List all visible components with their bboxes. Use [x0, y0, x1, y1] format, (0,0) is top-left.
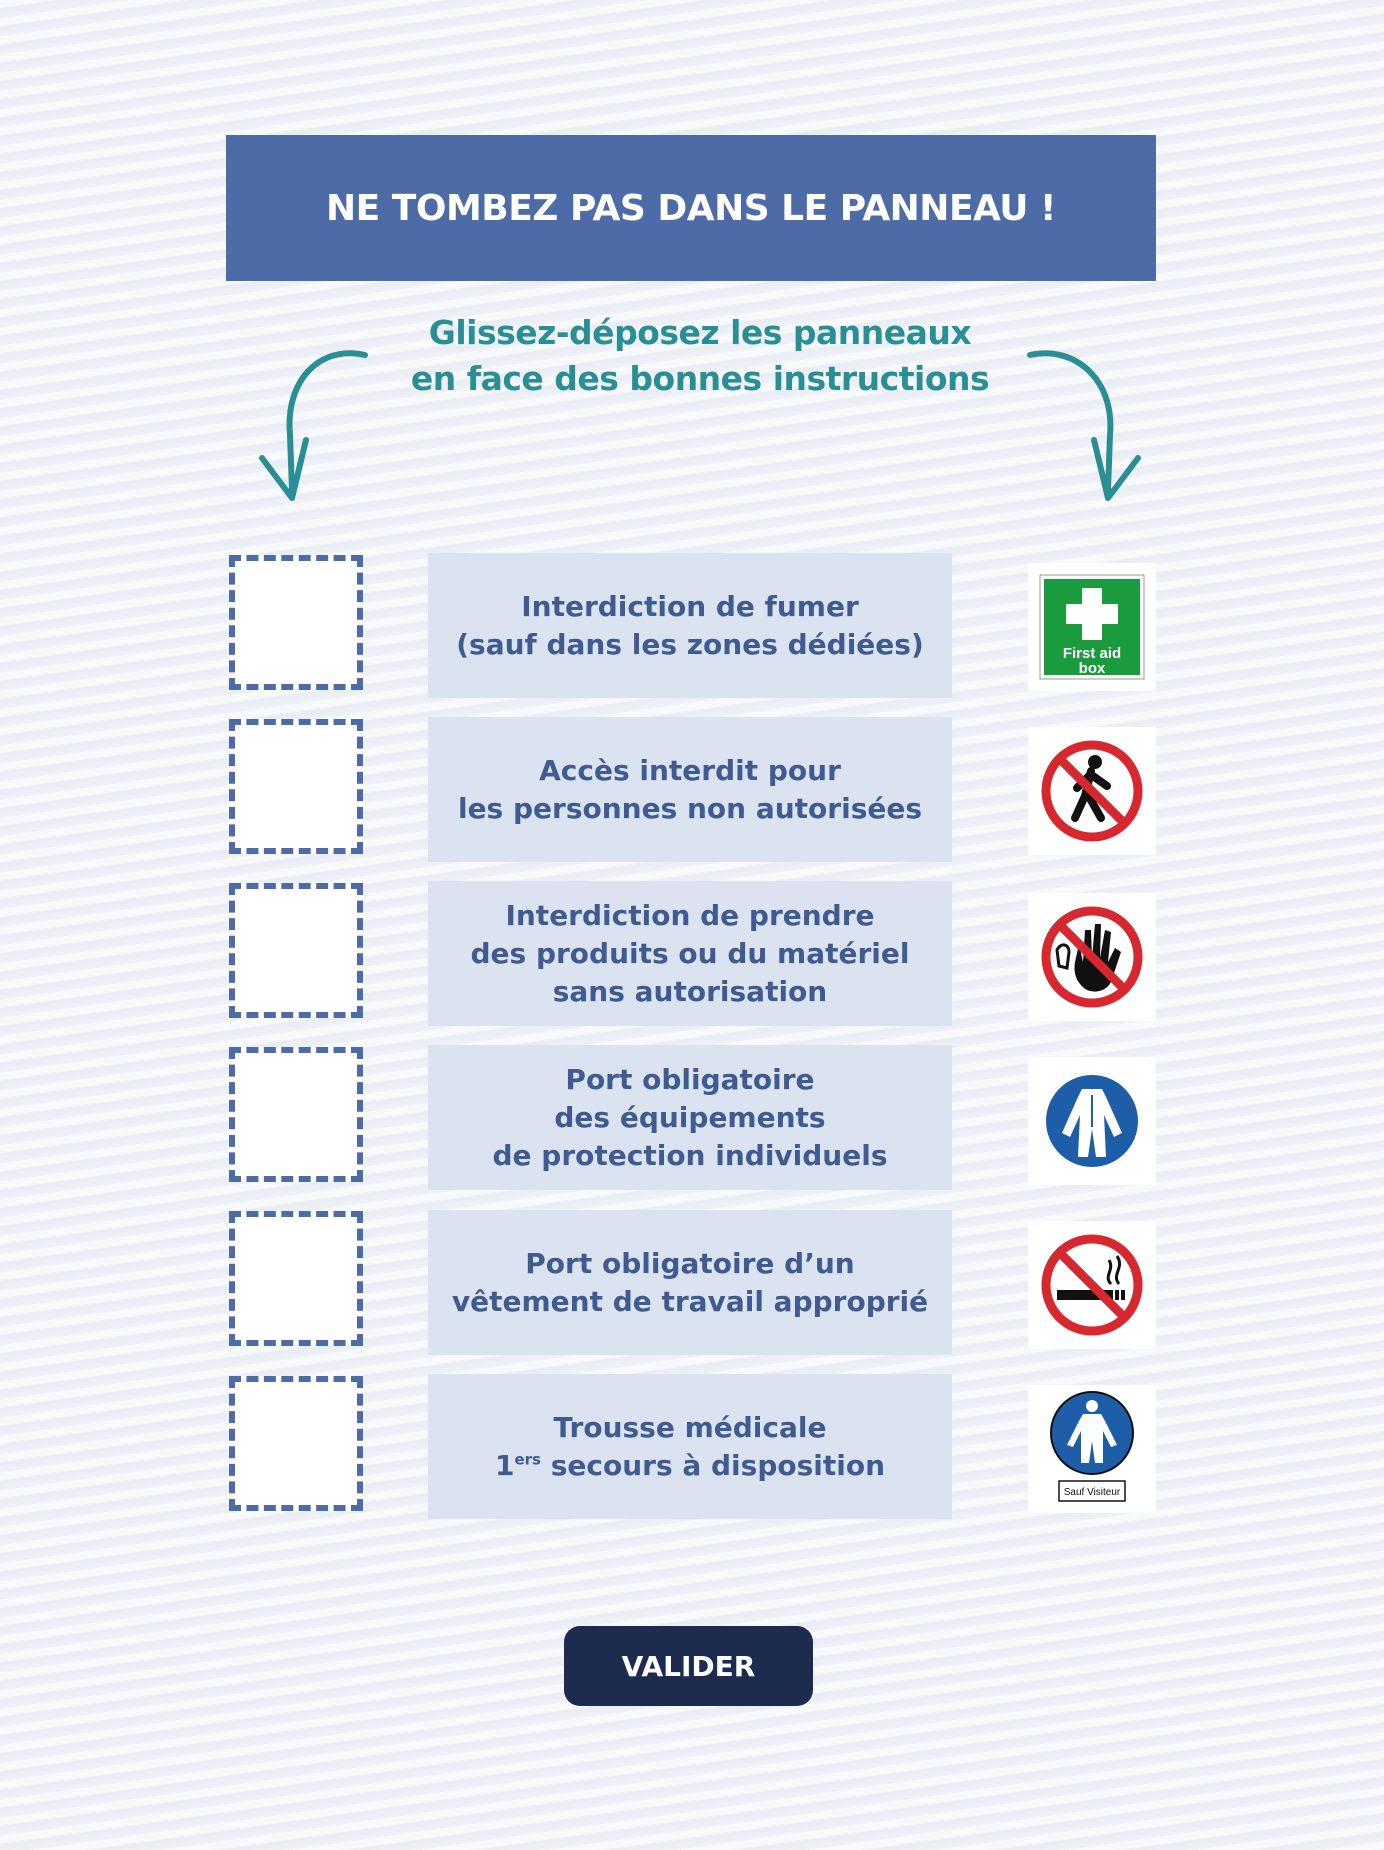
validate-button[interactable]: VALIDER	[564, 1626, 813, 1706]
instruction-text: sans autorisation	[552, 974, 828, 1008]
curved-arrow-left-icon	[250, 340, 380, 510]
instruction-text	[495, 1447, 885, 1485]
sign-card-visitor-suit[interactable]	[1028, 1385, 1156, 1513]
instruction-text: (sauf dans les zones dédiées)	[456, 627, 924, 661]
page-title: NE TOMBEZ PAS DANS LE PANNEAU !	[326, 187, 1056, 229]
instruction-card	[428, 717, 952, 862]
instruction-text: Interdiction de prendre	[505, 898, 875, 932]
prompt-line-1: Glissez-déposez les panneaux	[428, 313, 972, 352]
instructions-prompt	[340, 310, 1060, 402]
sign-card-protective-suit[interactable]	[1028, 1057, 1156, 1185]
sign-card-no-smoking[interactable]	[1028, 1221, 1156, 1349]
first-aid-text-1: First aid	[1062, 645, 1122, 662]
curved-arrow-right-icon	[1020, 340, 1150, 510]
drop-zone-6[interactable]	[229, 1376, 363, 1511]
instruction-text: des produits ou du matériel	[470, 936, 910, 970]
no-touching-hand-icon	[1039, 904, 1145, 1010]
instruction-text: Interdiction de fumer	[521, 589, 859, 623]
sign-card-no-access[interactable]	[1028, 727, 1156, 855]
instruction-text-rest: secours à disposition	[540, 1448, 886, 1482]
sign-card-no-touch[interactable]	[1028, 893, 1156, 1021]
first-aid-text-2: box	[1078, 660, 1106, 677]
drop-zone-1[interactable]	[229, 555, 363, 690]
instruction-text-prefix: 1	[494, 1448, 515, 1482]
instruction-card	[428, 1045, 952, 1190]
header-banner	[226, 135, 1156, 281]
instruction-text: Port obligatoire d’un	[525, 1246, 855, 1280]
first-aid-box-icon	[1039, 574, 1145, 680]
instruction-card	[428, 553, 952, 698]
instruction-text: Port obligatoire	[565, 1062, 815, 1096]
drop-zone-4[interactable]	[229, 1047, 363, 1182]
instruction-text: des équipements	[554, 1100, 826, 1134]
visitor-protective-clothing-icon	[1039, 1389, 1145, 1509]
drop-zone-3[interactable]	[229, 883, 363, 1018]
instruction-text: Trousse médicale	[553, 1410, 827, 1444]
instruction-text: Accès interdit pour	[539, 753, 841, 787]
prompt-line-2: en face des bonnes instructions	[410, 359, 990, 398]
no-pedestrian-access-icon	[1039, 738, 1145, 844]
instruction-text: les personnes non autorisées	[457, 791, 923, 825]
drop-zone-5[interactable]	[229, 1211, 363, 1346]
instruction-text-sup: ers	[514, 1450, 541, 1469]
sign-card-first-aid[interactable]	[1028, 563, 1156, 691]
instruction-card	[428, 1210, 952, 1355]
instruction-card	[428, 881, 952, 1026]
visitor-caption: Sauf Visiteur	[1063, 1487, 1121, 1498]
drop-zone-2[interactable]	[229, 719, 363, 854]
protective-suit-mandatory-icon	[1042, 1071, 1142, 1171]
instruction-card	[428, 1374, 952, 1519]
instruction-text: vêtement de travail approprié	[451, 1284, 929, 1318]
instruction-text: de protection individuels	[492, 1138, 888, 1172]
no-smoking-icon	[1039, 1232, 1145, 1338]
